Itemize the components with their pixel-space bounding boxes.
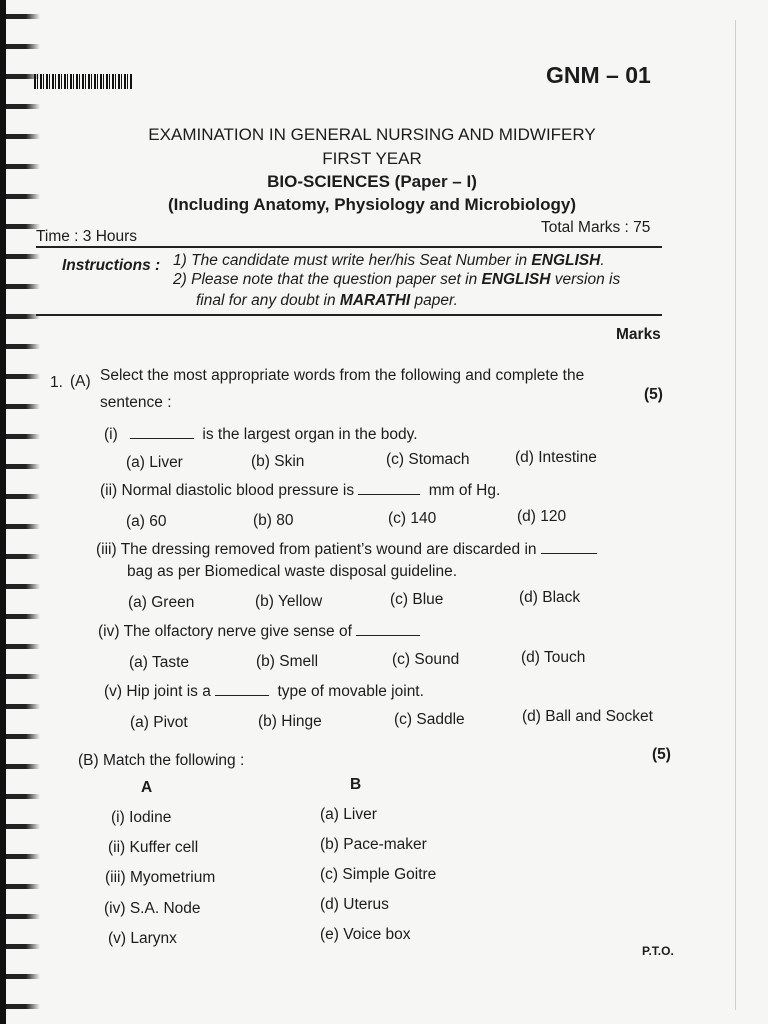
question-ii-unit: mm of Hg. bbox=[428, 482, 501, 499]
option-ii-a: (a) 60 bbox=[126, 513, 167, 530]
exam-subject: BIO-SCIENCES (Paper – I) bbox=[267, 172, 477, 191]
option-ii-d: (d) 120 bbox=[517, 508, 567, 525]
match-a-text: Kuffer cell bbox=[129, 839, 199, 856]
match-a-row-4 bbox=[104, 900, 201, 918]
barcode bbox=[34, 74, 132, 89]
question-iii bbox=[96, 541, 597, 559]
option-ii-c: (c) 140 bbox=[388, 510, 437, 527]
match-b-num: (e) bbox=[320, 926, 339, 943]
match-b-text: Uterus bbox=[343, 896, 389, 913]
question-ii-text: Normal diastolic blood pressure is bbox=[121, 482, 355, 499]
q1-part-b bbox=[78, 752, 244, 770]
instruction-2-line2 bbox=[196, 292, 458, 310]
question-v bbox=[104, 683, 424, 701]
question-v-text: Hip joint is a bbox=[126, 683, 211, 700]
q1-part-a-instruction: Select the most appropriate words from the following and complete the bbox=[100, 367, 585, 384]
option-iii-a: (a) Green bbox=[128, 594, 195, 611]
match-b-row-1 bbox=[320, 806, 377, 824]
exam-time: Time : 3 Hours bbox=[36, 228, 138, 245]
option-i-d: (d) Intestine bbox=[515, 449, 597, 466]
question-iii-line2: bag as per Biomedical waste disposal guideline. bbox=[127, 563, 458, 580]
instruction-2-end: version is bbox=[550, 271, 621, 288]
match-a-row-1 bbox=[111, 809, 171, 827]
paper-code: GNM – 01 bbox=[546, 62, 651, 88]
match-b-text: Liver bbox=[343, 806, 377, 823]
question-v-text-2: type of movable joint. bbox=[277, 683, 424, 700]
match-b-num: (d) bbox=[320, 896, 339, 913]
q1-number: 1. bbox=[50, 374, 63, 391]
q1-part-b-text: Match the following : bbox=[102, 752, 245, 769]
marks-heading: Marks bbox=[616, 326, 661, 343]
question-v-num: (v) bbox=[104, 683, 123, 700]
question-ii bbox=[100, 482, 500, 500]
instruction-2b-end: paper. bbox=[410, 292, 458, 309]
question-i bbox=[104, 426, 418, 444]
option-v-a: (a) Pivot bbox=[130, 714, 188, 731]
option-iv-b: (b) Smell bbox=[256, 653, 319, 670]
instruction-1-end: . bbox=[600, 252, 605, 269]
question-iii-text: The dressing removed from patient’s wound are discarded in bbox=[120, 541, 537, 558]
match-a-num: (iv) bbox=[104, 900, 126, 917]
option-v-b: (b) Hinge bbox=[258, 713, 322, 730]
match-a-num: (i) bbox=[111, 809, 125, 826]
option-ii-b: (b) 80 bbox=[253, 512, 294, 529]
option-iv-a: (a) Taste bbox=[129, 654, 190, 671]
instruction-2-text: Please note that the question paper set in bbox=[191, 271, 482, 288]
q1-part-a-instruction-2: sentence : bbox=[100, 394, 172, 411]
match-b-row-4 bbox=[320, 896, 389, 914]
q1-part-a-marks: (5) bbox=[644, 386, 663, 403]
question-iv bbox=[98, 623, 420, 641]
answer-blank bbox=[358, 482, 420, 495]
column-a-heading: A bbox=[141, 779, 153, 796]
instruction-2 bbox=[173, 271, 620, 289]
answer-blank bbox=[130, 426, 194, 439]
match-a-row-2 bbox=[108, 839, 198, 857]
question-i-text: is the largest organ in the body. bbox=[202, 426, 418, 443]
instruction-1 bbox=[173, 252, 605, 270]
pto-note: P.T.O. bbox=[642, 944, 674, 958]
question-ii-num: (ii) bbox=[100, 482, 118, 499]
option-i-c: (c) Stomach bbox=[386, 451, 470, 468]
match-b-row-2 bbox=[320, 836, 427, 854]
answer-blank bbox=[541, 541, 597, 554]
match-a-num: (iii) bbox=[105, 869, 126, 886]
instruction-2b-text: final for any doubt in bbox=[196, 292, 340, 309]
option-iii-c: (c) Blue bbox=[390, 591, 444, 608]
instruction-2b-bold: MARATHI bbox=[339, 292, 411, 309]
q1-part-b-marks: (5) bbox=[652, 746, 671, 763]
answer-blank bbox=[215, 683, 269, 696]
question-i-num: (i) bbox=[104, 426, 118, 443]
answer-blank bbox=[356, 623, 420, 636]
match-b-text: Simple Goitre bbox=[342, 866, 437, 883]
question-iv-text: The olfactory nerve give sense of bbox=[123, 623, 352, 640]
exam-title: EXAMINATION IN GENERAL NURSING AND MIDWIFERY bbox=[148, 125, 596, 144]
match-b-row-3 bbox=[320, 866, 436, 884]
instruction-2-num: 2) bbox=[173, 271, 187, 288]
match-a-text: Iodine bbox=[129, 809, 172, 826]
match-a-row-5 bbox=[108, 930, 177, 948]
rule-bottom bbox=[36, 314, 662, 316]
total-marks: Total Marks : 75 bbox=[541, 219, 651, 236]
match-a-text: Myometrium bbox=[129, 869, 216, 886]
instruction-1-text: The candidate must write her/his Seat Number in bbox=[191, 252, 532, 269]
instruction-1-num: 1) bbox=[173, 252, 187, 269]
option-i-a: (a) Liver bbox=[126, 454, 183, 471]
q1-part-b-label: (B) bbox=[78, 752, 99, 769]
question-iii-num: (iii) bbox=[96, 541, 117, 558]
column-b-heading: B bbox=[350, 776, 362, 793]
instructions-label: Instructions : bbox=[62, 257, 161, 274]
option-i-b: (b) Skin bbox=[251, 453, 305, 470]
match-a-text: Larynx bbox=[130, 930, 177, 947]
option-iii-d: (d) Black bbox=[519, 589, 581, 606]
exam-scope: (Including Anatomy, Physiology and Microbiology) bbox=[167, 195, 576, 214]
match-b-num: (c) bbox=[320, 866, 339, 883]
match-a-text: S.A. Node bbox=[129, 900, 201, 917]
q1-part-a-label: (A) bbox=[70, 373, 91, 390]
option-iv-d: (d) Touch bbox=[521, 649, 586, 666]
exam-year: FIRST YEAR bbox=[322, 149, 422, 168]
match-b-num: (a) bbox=[320, 806, 339, 823]
rule-top bbox=[36, 246, 662, 248]
option-v-c: (c) Saddle bbox=[394, 711, 465, 728]
match-b-row-5 bbox=[320, 926, 410, 944]
match-a-num: (ii) bbox=[108, 839, 126, 856]
match-b-text: Pace-maker bbox=[343, 836, 427, 853]
question-iv-num: (iv) bbox=[98, 623, 120, 640]
match-a-row-3 bbox=[105, 869, 215, 887]
instruction-2-bold: ENGLISH bbox=[481, 271, 551, 288]
option-v-d: (d) Ball and Socket bbox=[522, 708, 653, 725]
option-iii-b: (b) Yellow bbox=[255, 593, 323, 610]
instruction-1-bold: ENGLISH bbox=[531, 252, 601, 269]
option-iv-c: (c) Sound bbox=[392, 651, 460, 668]
match-b-num: (b) bbox=[320, 836, 339, 853]
match-b-text: Voice box bbox=[343, 926, 411, 943]
match-a-num: (v) bbox=[108, 930, 127, 947]
